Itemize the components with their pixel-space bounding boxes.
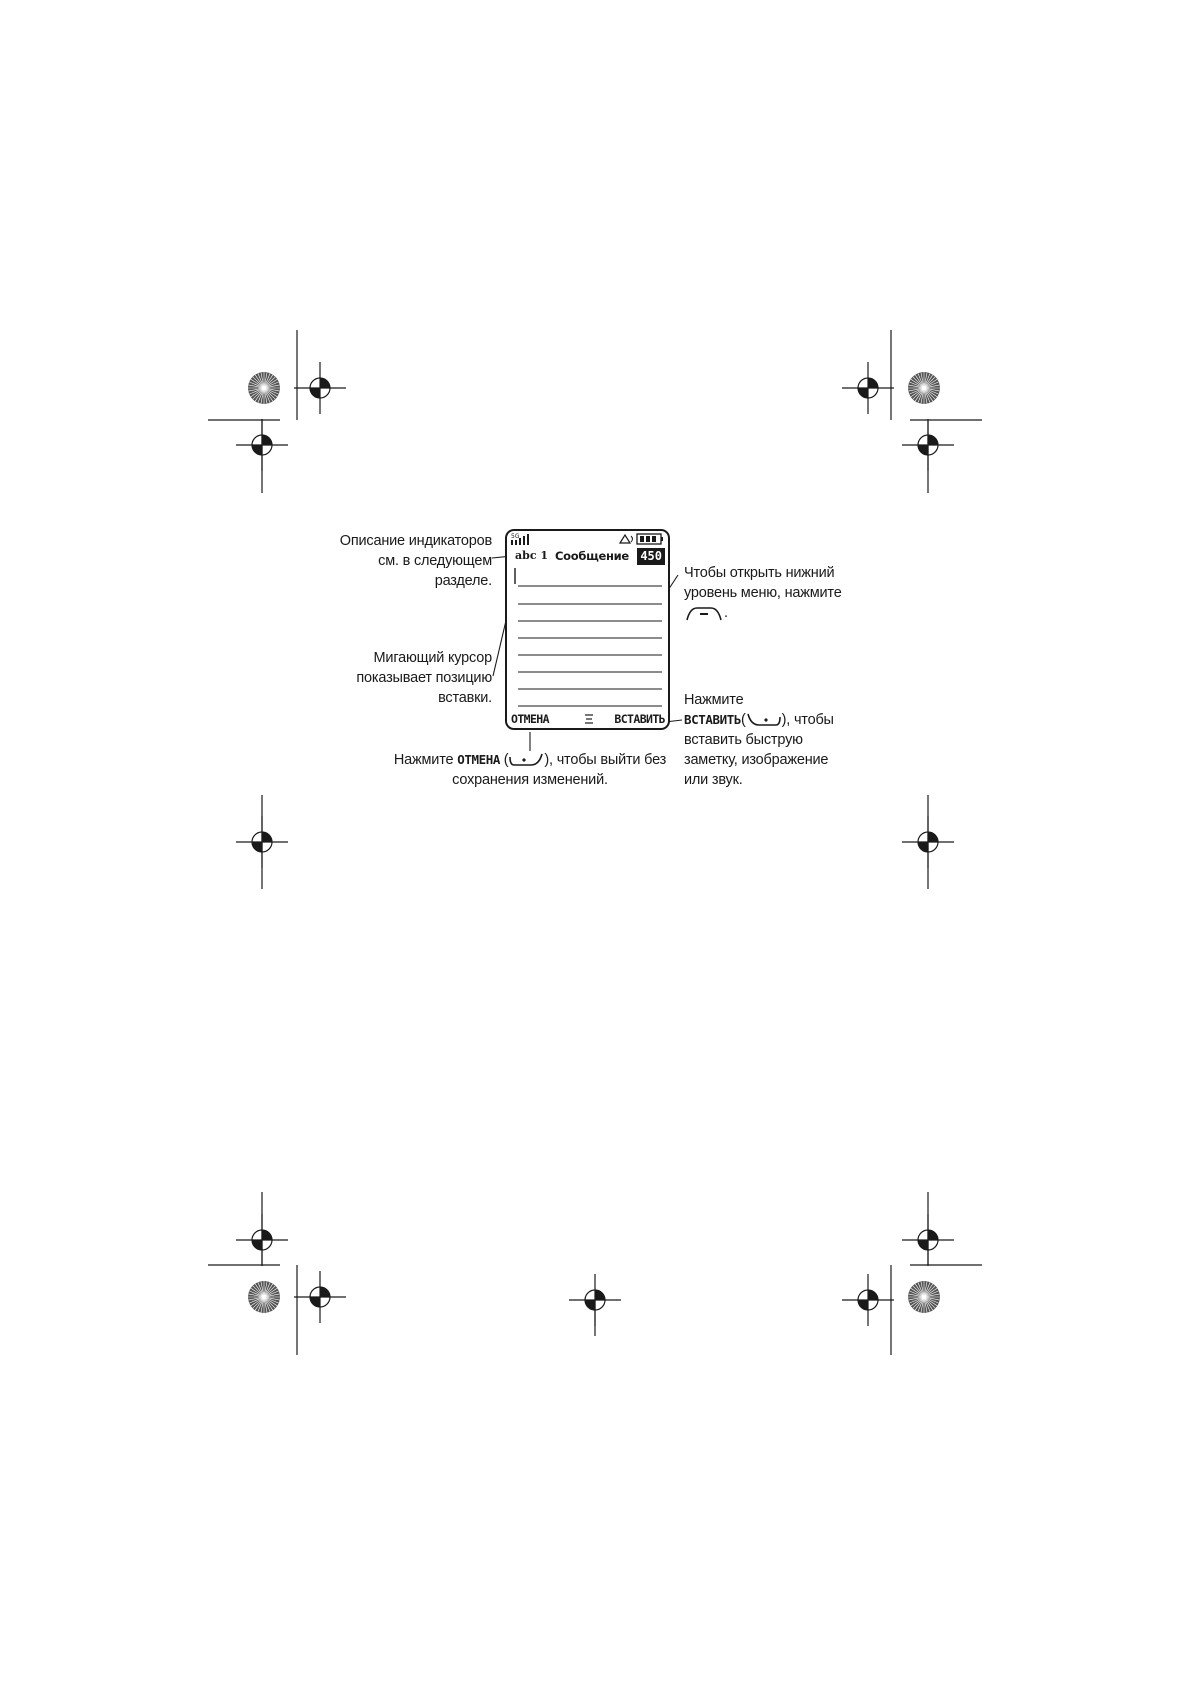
callout-line [684,603,842,623]
callout-line: вставки. [438,690,492,706]
char-counter: 450 [637,548,665,565]
callout-menu [684,563,842,623]
callout-cursor [356,648,492,708]
paren-open: ( [499,752,509,768]
callout-line: показывает позицию [356,670,492,686]
paren-close: ), чтобы выйти без [544,752,667,768]
callout-insert [684,690,834,790]
right-softkey-icon [746,711,782,729]
screen-title: Сообщение [555,549,629,563]
ringer-icon [618,533,634,545]
callout-line [684,710,834,730]
status-bar [511,533,664,545]
cancel-keyword: ОТМЕНА [457,752,500,767]
callout-line: вставить быструю [684,732,803,748]
callout-indicators [340,531,492,591]
screen-header [509,548,666,566]
cancel-prefix: Нажмите [393,752,458,768]
callout-line: Описание индикаторов [339,533,492,549]
callout-line: см. в следующем [378,553,492,569]
callout-line: уровень меню, нажмите [684,585,842,601]
callout-cancel [380,750,680,790]
callout-menu-suffix: . [724,605,728,621]
menu-icon[interactable] [584,713,594,725]
paren-close: ), чтобы [781,712,834,728]
left-softkey-icon [508,751,544,769]
callout-line: заметку, изображение [684,752,829,768]
text-mode-indicator: abc 1 [515,549,548,562]
battery-icon [636,533,664,545]
text-entry-area[interactable] [507,566,667,716]
callout-line: Мигающий курсор [373,650,492,666]
insert-keyword: ВСТАВИТЬ [684,712,742,727]
callout-line: Чтобы открыть нижний [684,565,835,581]
callout-line: или звук. [684,772,743,788]
menu-key-icon [684,604,724,622]
paren-open: ( [741,712,746,728]
phone-screen [505,529,670,730]
softkey-cancel[interactable]: ОТМЕНА [511,712,549,726]
svg-text:5G: 5G [511,533,520,540]
callout-line [380,750,680,770]
signal-strength-icon [511,533,533,545]
softkey-insert[interactable]: ВСТАВИТЬ [614,712,665,726]
callout-line: сохранения изменений. [452,772,608,788]
callout-line: Нажмите [684,692,744,708]
callout-line: разделе. [434,573,492,589]
